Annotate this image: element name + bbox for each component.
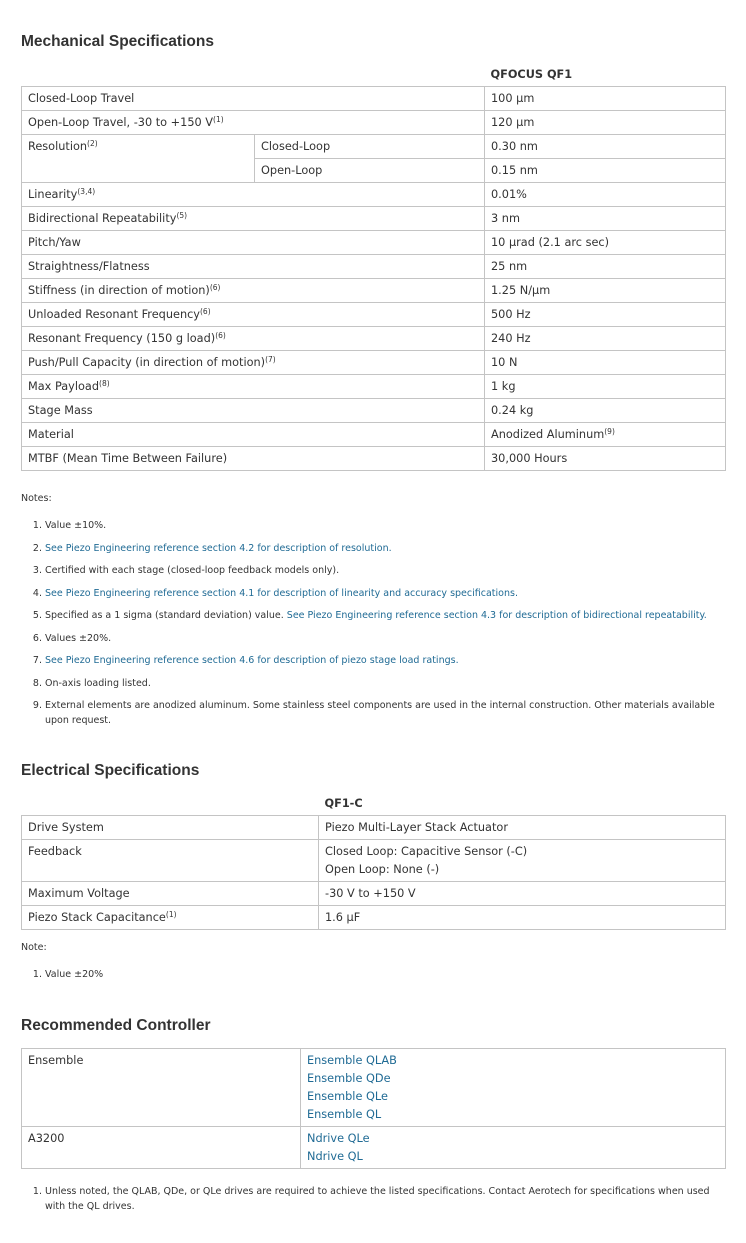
row-value bbox=[485, 423, 726, 447]
note-item bbox=[45, 541, 725, 556]
controller-links bbox=[301, 1127, 726, 1169]
row-label bbox=[22, 279, 485, 303]
note-item bbox=[45, 676, 725, 691]
footnote-ref: (1) bbox=[213, 115, 224, 124]
footnote-ref: (8) bbox=[99, 379, 110, 388]
row-label bbox=[22, 447, 485, 471]
note-text: Value ±20% bbox=[45, 969, 104, 980]
note-link[interactable]: See Piezo Engineering reference section 4.2 for description of resolution. bbox=[45, 542, 392, 554]
row-value-text: 1.25 N/µm bbox=[491, 284, 551, 297]
row-label bbox=[22, 231, 485, 255]
row-label bbox=[22, 303, 485, 327]
table-row bbox=[22, 255, 726, 279]
row-value bbox=[485, 447, 726, 471]
row-value bbox=[485, 231, 726, 255]
table-row bbox=[22, 423, 726, 447]
notes-label: Note: bbox=[21, 942, 47, 953]
row-label-text: Push/Pull Capacity (in direction of motion) bbox=[28, 356, 266, 369]
controller-notes bbox=[21, 1184, 725, 1214]
row-value-text: 1 kg bbox=[491, 380, 516, 393]
row-label bbox=[22, 423, 485, 447]
row-label-text: Drive System bbox=[28, 821, 104, 834]
controller-link-row bbox=[307, 1130, 719, 1148]
row-value-text: 500 Hz bbox=[491, 308, 531, 321]
table-row bbox=[22, 279, 726, 303]
row-value-text: 10 µrad (2.1 arc sec) bbox=[491, 236, 610, 249]
table-row bbox=[22, 111, 726, 135]
row-value bbox=[485, 255, 726, 279]
row-label-text: Open-Loop Travel, -30 to +150 V bbox=[28, 116, 214, 129]
row-label-text: Unloaded Resonant Frequency bbox=[28, 308, 200, 321]
table-row bbox=[22, 816, 726, 840]
row-value bbox=[319, 906, 726, 930]
mechanical-table-block bbox=[21, 66, 725, 471]
row-value bbox=[485, 87, 726, 111]
row-value-text: 10 N bbox=[491, 356, 518, 369]
row-label-text: Pitch/Yaw bbox=[28, 236, 81, 249]
controller-link-row bbox=[307, 1070, 719, 1088]
row-value-text: 3 nm bbox=[491, 212, 520, 225]
row-label bbox=[22, 351, 485, 375]
table-row bbox=[22, 447, 726, 471]
row-label-text: Stiffness (in direction of motion) bbox=[28, 284, 210, 297]
row-value-text: 0.01% bbox=[491, 188, 527, 201]
note-text: Unless noted, the QLAB, QDe, or QLe drives are required to achieve the listed specifications. Contact Aerotech for specifications when used with the QL drives. bbox=[45, 1186, 710, 1212]
footnote-ref: (5) bbox=[176, 211, 188, 220]
controller-link[interactable]: Ensemble QLAB bbox=[307, 1054, 397, 1067]
row-label bbox=[22, 882, 319, 906]
row-label bbox=[22, 816, 319, 840]
row-label-text: Piezo Stack Capacitance bbox=[28, 911, 166, 924]
row-label bbox=[22, 327, 485, 351]
footnote-ref: (6) bbox=[209, 283, 221, 292]
row-value-text: 1.6 µF bbox=[325, 911, 361, 924]
row-label-text: Resolution bbox=[28, 140, 88, 153]
row-value-text: 0.24 kg bbox=[491, 404, 534, 417]
controller-link[interactable]: Ndrive QLe bbox=[307, 1132, 370, 1145]
row-value: 0.30 nm bbox=[485, 135, 726, 159]
row-value bbox=[485, 399, 726, 423]
mechanical-table bbox=[21, 66, 726, 471]
controller-link-row bbox=[307, 1088, 719, 1106]
mechanical-notes bbox=[21, 493, 725, 728]
header-empty bbox=[22, 795, 319, 816]
row-value bbox=[485, 351, 726, 375]
controller-table bbox=[21, 1048, 726, 1169]
mechanical-title: Mechanical Specifications bbox=[21, 33, 214, 50]
sub-label: Closed-Loop bbox=[255, 135, 485, 159]
note-text: Value ±10%. bbox=[45, 520, 107, 531]
footnote-ref: (2) bbox=[87, 139, 98, 148]
row-value-text: Piezo Multi-Layer Stack Actuator bbox=[325, 821, 508, 834]
note-item bbox=[45, 1184, 725, 1214]
controller-table-block bbox=[21, 1048, 725, 1169]
table-row bbox=[22, 375, 726, 399]
note-item bbox=[45, 653, 725, 668]
header-empty bbox=[255, 66, 485, 87]
row-label bbox=[22, 906, 319, 930]
note-item bbox=[45, 631, 725, 646]
table-row bbox=[22, 135, 726, 159]
note-text: Specified as a 1 sigma (standard deviation) value. bbox=[45, 610, 287, 621]
note-text: On-axis loading listed. bbox=[45, 677, 151, 689]
note-text: Certified with each stage (closed-loop feedback models only). bbox=[45, 565, 340, 576]
note-text: External elements are anodized aluminum. Some stainless steel components are used in the internal construction. Other materials available upon request. bbox=[45, 700, 715, 726]
table-row bbox=[22, 882, 726, 906]
row-value-text: Closed Loop: Capacitive Sensor (-C) bbox=[325, 845, 528, 858]
note-text: Values ±20%. bbox=[45, 632, 112, 644]
table-row bbox=[22, 231, 726, 255]
note-link[interactable]: See Piezo Engineering reference section 4.3 for description of bidirectional repeatability. bbox=[286, 610, 707, 621]
row-value bbox=[485, 327, 726, 351]
note-item bbox=[45, 698, 725, 728]
row-value bbox=[485, 207, 726, 231]
note-link[interactable]: See Piezo Engineering reference section 4.6 for description of piezo stage load ratings. bbox=[45, 655, 459, 666]
row-value-text: Anodized Aluminum bbox=[491, 428, 605, 441]
row-value-text: 100 µm bbox=[491, 92, 535, 105]
row-value bbox=[485, 303, 726, 327]
row-label: Ensemble bbox=[22, 1049, 301, 1127]
note-item bbox=[45, 586, 725, 601]
row-value-text: -30 V to +150 V bbox=[325, 887, 416, 900]
row-value-text: 120 µm bbox=[491, 116, 535, 129]
row-label bbox=[22, 399, 485, 423]
table-row bbox=[22, 1049, 726, 1127]
note-item bbox=[45, 518, 725, 533]
electrical-table-block bbox=[21, 795, 725, 930]
controller-title: Recommended Controller bbox=[21, 1017, 211, 1034]
row-label: A3200 bbox=[22, 1127, 301, 1169]
row-label bbox=[22, 207, 485, 231]
note-item bbox=[45, 967, 725, 982]
row-value bbox=[485, 375, 726, 399]
row-value bbox=[319, 840, 726, 882]
row-label bbox=[22, 840, 319, 882]
row-label bbox=[22, 255, 485, 279]
header-empty bbox=[22, 66, 255, 87]
row-label bbox=[22, 135, 255, 183]
table-row bbox=[22, 399, 726, 423]
table-row bbox=[22, 351, 726, 375]
row-label-text: Closed-Loop Travel bbox=[28, 92, 135, 105]
row-label-text: Feedback bbox=[28, 845, 82, 858]
row-value bbox=[485, 111, 726, 135]
row-value-text: Open Loop: None (-) bbox=[325, 863, 440, 876]
row-label-text: Linearity bbox=[28, 188, 78, 201]
electrical-table bbox=[21, 795, 726, 930]
row-value bbox=[485, 183, 726, 207]
row-value bbox=[319, 882, 726, 906]
table-row bbox=[22, 87, 726, 111]
row-value bbox=[319, 816, 726, 840]
table-row bbox=[22, 303, 726, 327]
row-label-text: Material bbox=[28, 428, 74, 441]
footnote-ref: (6) bbox=[200, 307, 211, 316]
controller-link-row bbox=[307, 1106, 719, 1124]
table-row bbox=[22, 183, 726, 207]
table-row bbox=[22, 1127, 726, 1169]
table-row bbox=[22, 840, 726, 882]
note-link[interactable]: See Piezo Engineering reference section 4.1 for description of linearity and accuracy specifications. bbox=[45, 587, 518, 599]
electrical-column-header: QF1-C bbox=[324, 797, 363, 810]
footnote-ref: (7) bbox=[265, 355, 276, 364]
notes-label: Notes: bbox=[21, 493, 52, 504]
controller-link[interactable]: Ensemble QL bbox=[307, 1108, 382, 1121]
controller-links bbox=[301, 1049, 726, 1127]
row-label-text: Max Payload bbox=[28, 380, 100, 393]
table-row bbox=[22, 327, 726, 351]
row-value-text: 240 Hz bbox=[491, 332, 531, 345]
row-label bbox=[22, 87, 485, 111]
row-value: 0.15 nm bbox=[485, 159, 726, 183]
row-label-text: MTBF (Mean Time Between Failure) bbox=[28, 452, 228, 465]
row-label-text: Bidirectional Repeatability bbox=[28, 212, 177, 225]
sub-label: Open-Loop bbox=[255, 159, 485, 183]
mechanical-column-header: QFOCUS QF1 bbox=[490, 68, 573, 81]
row-label-text: Resonant Frequency (150 g load) bbox=[28, 332, 216, 345]
table-row bbox=[22, 906, 726, 930]
row-label-text: Straightness/Flatness bbox=[28, 260, 150, 273]
footnote-ref: (6) bbox=[215, 331, 226, 340]
row-label bbox=[22, 183, 485, 207]
row-value-text: 30,000 Hours bbox=[491, 452, 568, 465]
row-value bbox=[485, 279, 726, 303]
electrical-notes bbox=[21, 942, 725, 982]
note-item bbox=[45, 563, 725, 578]
row-label bbox=[22, 111, 485, 135]
footnote-ref: (3,4) bbox=[77, 187, 96, 196]
row-value-text: 25 nm bbox=[491, 260, 528, 273]
note-item bbox=[45, 608, 725, 623]
row-label-text: Stage Mass bbox=[28, 404, 93, 417]
footnote-ref: (1) bbox=[165, 910, 177, 919]
row-label-text: Maximum Voltage bbox=[28, 887, 130, 900]
controller-link[interactable]: Ndrive QL bbox=[307, 1150, 363, 1163]
controller-link-row bbox=[307, 1148, 719, 1166]
controller-link[interactable]: Ensemble QLe bbox=[307, 1090, 388, 1103]
footnote-ref: (9) bbox=[604, 427, 615, 436]
table-row bbox=[22, 207, 726, 231]
electrical-title: Electrical Specifications bbox=[21, 762, 200, 779]
controller-link[interactable]: Ensemble QDe bbox=[307, 1072, 391, 1085]
controller-link-row bbox=[307, 1052, 719, 1070]
row-label bbox=[22, 375, 485, 399]
